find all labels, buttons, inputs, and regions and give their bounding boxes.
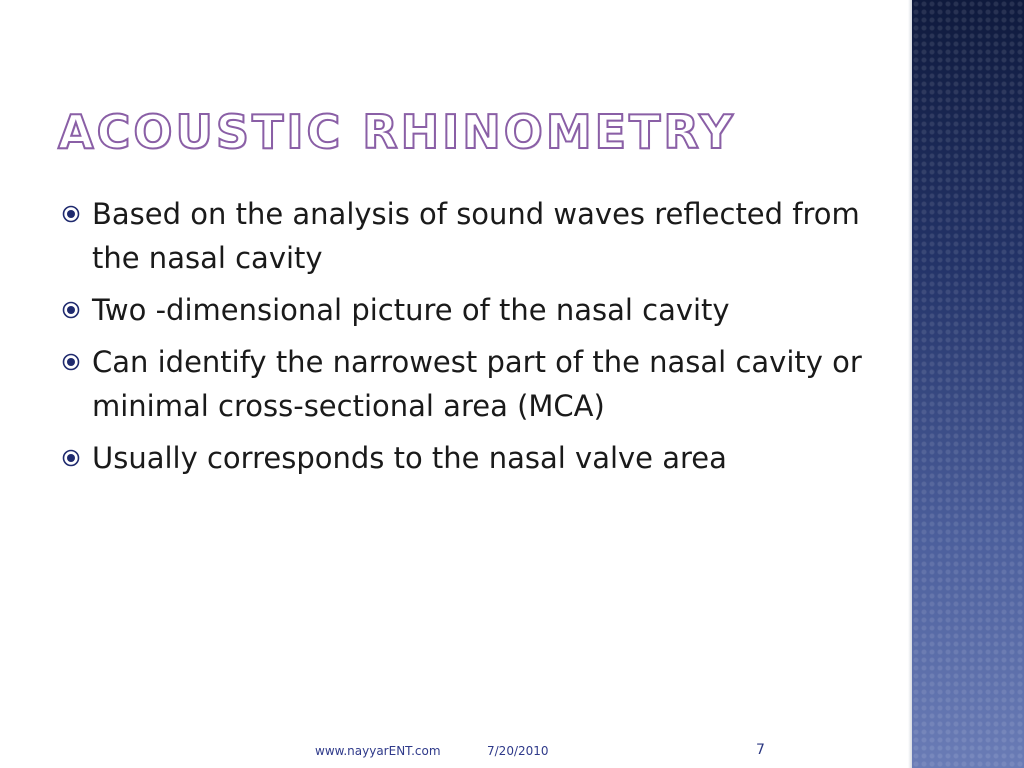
radio-circle-icon [62, 353, 80, 371]
radio-circle-icon [62, 301, 80, 319]
footer-date: 7/20/2010 [487, 744, 549, 758]
bullet-list [62, 192, 862, 488]
bullet-text: Based on the analysis of sound waves reflected from the nasal cavity [92, 197, 860, 275]
bullet-text: Two -dimensional picture of the nasal cavity [92, 293, 730, 327]
bullet-item [62, 288, 862, 332]
slide-title: ACOUSTIC RHINOMETRY [58, 105, 736, 159]
bullet-item [62, 192, 862, 280]
radio-circle-icon [62, 205, 80, 223]
side-decorative-panel [912, 0, 1024, 768]
bullet-item [62, 436, 862, 480]
footer-url: www.nayyarENT.com [315, 744, 441, 758]
bullet-text: Can identify the narrowest part of the nasal cavity or minimal cross-sectional area (MCA) [92, 345, 862, 423]
bullet-item [62, 340, 862, 428]
bullet-text: Usually corresponds to the nasal valve area [92, 441, 727, 475]
radio-circle-icon [62, 449, 80, 467]
page-number: 7 [756, 742, 765, 758]
